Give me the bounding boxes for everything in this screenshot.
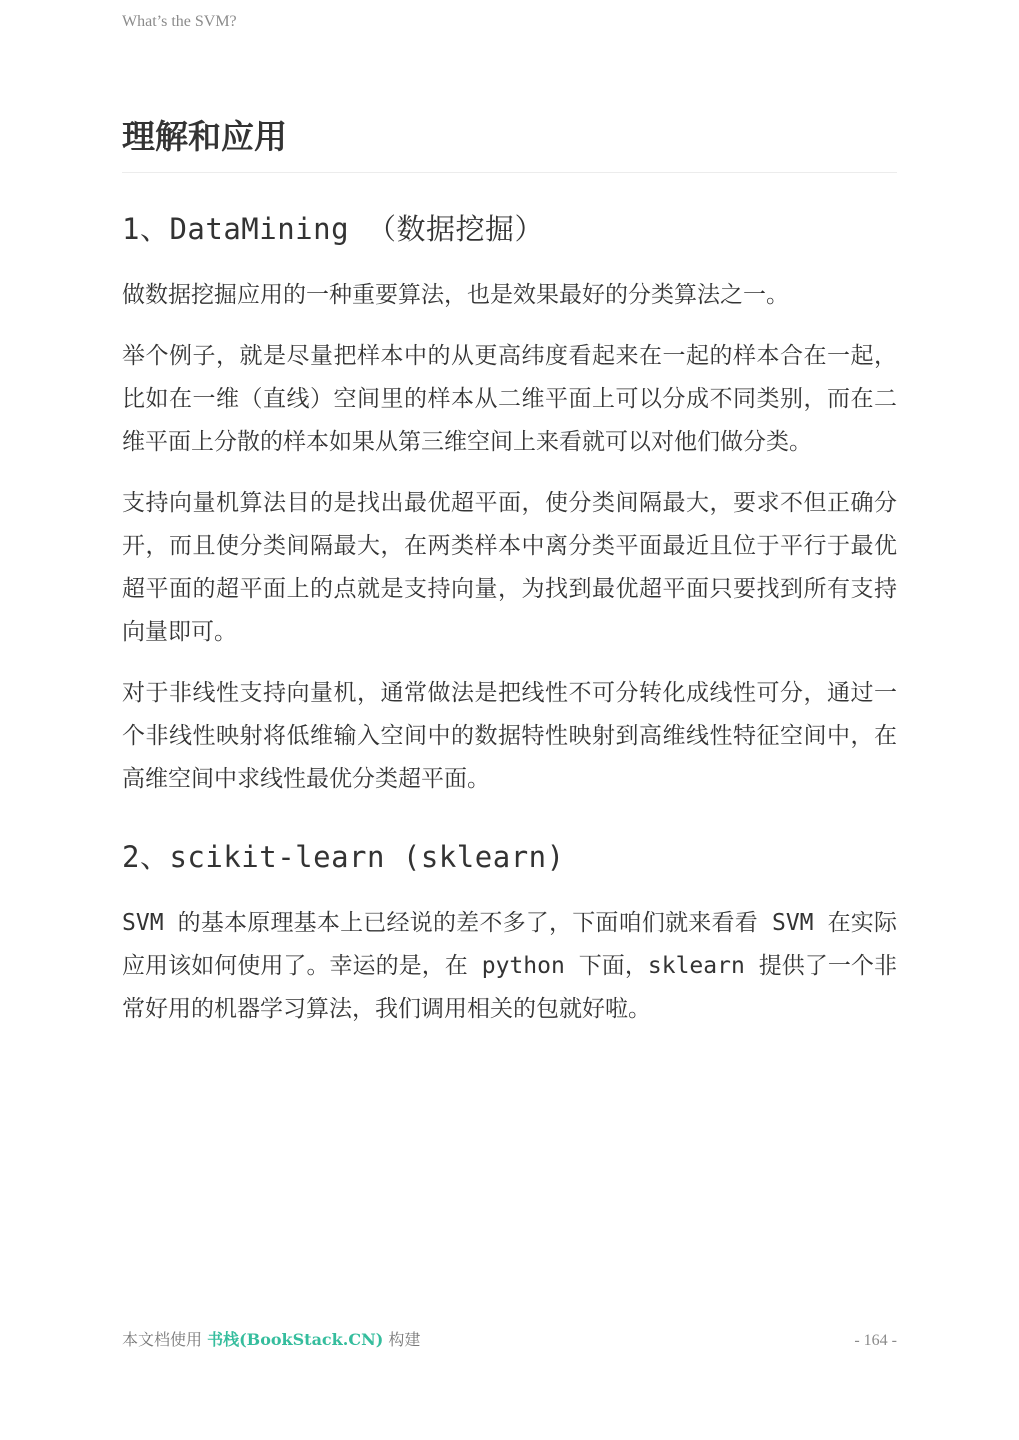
paragraph-datamining-intro: 做数据挖掘应用的一种重要算法，也是效果最好的分类算法之一。: [122, 282, 789, 308]
footer-build-note: [122, 1330, 420, 1350]
bookstack-brand-link[interactable]: 书栈(BookStack.CN): [207, 1330, 384, 1349]
page-title: 理解和应用: [122, 118, 897, 173]
page-number: - 164 -: [854, 1332, 897, 1349]
paragraph-sklearn-intro: SVM 的基本原理基本上已经说的差不多了，下面咱们就来看看 SVM 在实际应用该如何使用了。幸运的是，在 python 下面，sklearn 提供了一个非常好用的机器学习算法，我们调用相关的包就好啦。: [122, 910, 897, 1022]
running-header: What’s the SVM?: [122, 13, 237, 30]
footer-prefix: 本文档使用: [122, 1330, 208, 1349]
paragraph-svm-goal: 支持向量机算法目的是找出最优超平面，使分类间隔最大，要求不但正确分开，而且使分类间隔最大，在两类样本中离分类平面最近且位于平行于最优超平面的超平面上的点就是支持向量，为找到最优超平面只要找到所有支持向量即可。: [122, 490, 897, 645]
footer-suffix: 构建: [383, 1330, 421, 1349]
page-footer: [122, 1330, 897, 1350]
section-heading-sklearn: 2、scikit-learn (sklearn): [122, 840, 565, 874]
paragraph-nonlinear-svm: 对于非线性支持向量机，通常做法是把线性不可分转化成线性可分，通过一个非线性映射将低维输入空间中的数据特性映射到高维线性特征空间中，在高维空间中求线性最优分类超平面。: [122, 680, 897, 792]
paragraph-datamining-example: 举个例子，就是尽量把样本中的从更高纬度看起来在一起的样本合在一起，比如在一维（直线）空间里的样本从二维平面上可以分成不同类别，而在二维平面上分散的样本如果从第三维空间上来看就可以对他们做分类。: [122, 343, 897, 455]
section-heading-datamining: 1、DataMining （数据挖掘）: [122, 212, 545, 246]
